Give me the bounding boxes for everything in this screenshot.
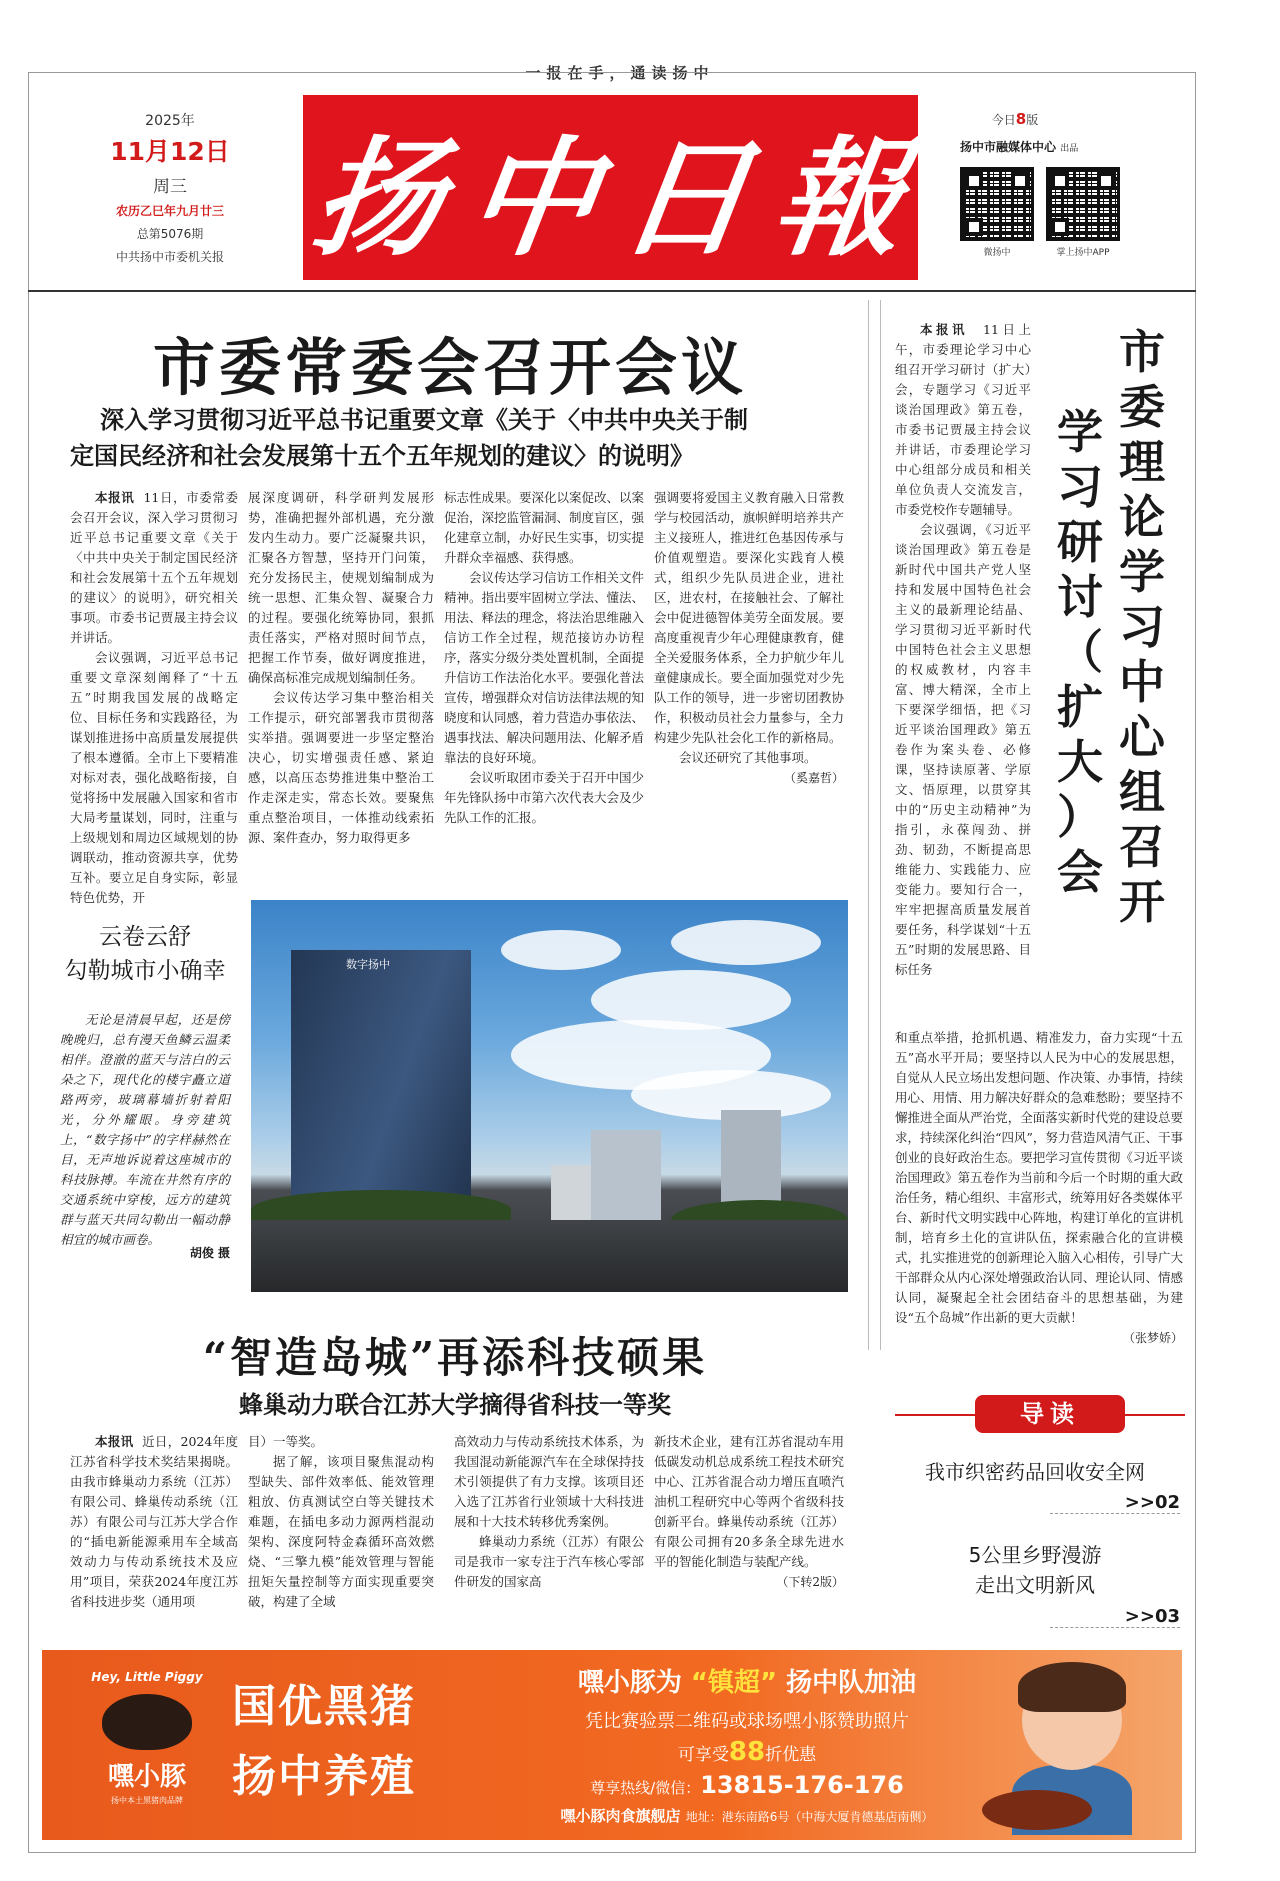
logo-char: 日 bbox=[611, 123, 761, 274]
logo-char: 中 bbox=[457, 123, 607, 274]
masthead-date: 11月12日 bbox=[110, 137, 230, 166]
right-story-column-bottom: 和重点举措，抢抓机遇、精准发力，奋力实现“十五五”高水平开局；要坚持以人民为中心的发展思想，自觉从人民立场出发想问题、作决策、办事情，持续用心、用情、用力解决好群众的急难愁盼；要坚持不懈推进全面从严治党，全面落实新时代党的建设总要求，持续深化纠治“四风”，努力营造风清气正、干事创业的良好政治生态。要把学习宣传贯彻《习近平谈治国理政》第五卷作为当前和今后一个时期的重大政治任务，精心组织、丰富形式，统筹用好各类媒体平台、新时代文明实践中心阵地，构建订单化的宣讲机制，培育乡土化的宣讲队伍，探索融合化的宣讲模式，扎实推进党的创新理论入脑入心相传，引导广大干部群众从内心深处增强政治认同、理论认同、情感认同，凝聚起全社会团结奋斗的思想基础，为建设“五个岛城”作出新的更大贡献！ （张梦娇） bbox=[895, 1028, 1183, 1348]
masthead-date-block bbox=[70, 110, 270, 265]
publisher: 扬中市融媒体中心 出品 bbox=[960, 140, 1079, 154]
dateline-tag: 本报讯 bbox=[920, 322, 969, 337]
second-column-2: 目）一等奖。 据了解，该项目聚焦混动构型缺失、部件效率低、能效管理粗放、仿真测试空白等关键技术难题，在插电多动力源两档混动架构、深度阿特金森循环高效燃烧、“三擎九模”能效管理与智能扭矩矢量控制等方面实现重要突破，构建了全域 bbox=[248, 1434, 434, 1609]
slogan-text: 一报在手，通读扬中 bbox=[525, 64, 715, 82]
lead-column-2: 展深度调研，科学研判发展形势，准确把握外部机遇，充分激发内生动力。要广泛凝聚共识，汇聚各方智慧，坚持开门问策，充分发扬民主，使规划编制成为统一思想、汇集众智、凝聚合力的过程。要强化统筹协同，狠抓责任落实，严格对照时间节点，把握工作节奏，做好调度推进，确保高标准完成规划编制任务。 会议传达学习集中整治相关工作提示，研究部署我市贯彻落实举措。强调要进一步坚定整治决心，切实增强责任感、紧迫感，以高压态势推进集中整治工作走深走实，常态长效。要聚焦重点整治项目，一体推动线索拓源、案件查办，努力取得更多 bbox=[248, 490, 434, 845]
dateline-tag: 本报讯 bbox=[95, 490, 135, 505]
ad-brand-logo bbox=[72, 1670, 222, 1806]
qr-code-weiyangzhong[interactable] bbox=[960, 167, 1034, 258]
building-sign: 数字扬中 bbox=[346, 958, 390, 971]
ad-brand-name: 嘿小豚 bbox=[107, 1762, 186, 1792]
masthead-weekday: 周三 bbox=[153, 177, 187, 197]
city-photo bbox=[251, 900, 848, 1292]
guide-page-ref[interactable]: >>02 bbox=[1050, 1492, 1180, 1514]
masthead-lunar-date: 农历乙巳年九月廿三 bbox=[115, 204, 224, 218]
guide-label: 导读 bbox=[975, 1395, 1125, 1433]
qr-code-icon bbox=[1046, 167, 1120, 241]
second-subheadline: 蜂巢动力联合江苏大学摘得省科技一等奖 bbox=[239, 1391, 671, 1419]
today-pages: 今日8版 bbox=[991, 110, 1039, 128]
qr-caption: 微扬中 bbox=[983, 248, 1011, 258]
second-column-4: 新技术企业，建有江苏省混动车用低碳发动机总成系统工程技术研究中心、江苏省混合动力增压直喷汽油机工程研究中心等两个省级科技创新平台。蜂巢传动系统（江苏）有限公司拥有20多条全球先进水平的智能化制造与装配产线。 （下转2版） bbox=[654, 1432, 844, 1592]
byline: （奚嘉哲） bbox=[783, 771, 844, 785]
qr-code-app[interactable] bbox=[1046, 167, 1120, 258]
masthead-divider bbox=[28, 290, 1196, 292]
pig-icon bbox=[102, 1694, 192, 1750]
masthead-issue: 总第5076期 bbox=[136, 227, 204, 241]
masthead-info-block bbox=[960, 110, 1180, 258]
column-divider bbox=[880, 300, 881, 1350]
second-headline[interactable]: “智造岛城”再添科技硕果 bbox=[202, 1333, 708, 1382]
ad-child-illustration bbox=[982, 1660, 1152, 1835]
byline: （张梦娇） bbox=[1122, 1331, 1183, 1345]
plate-icon bbox=[982, 1790, 1092, 1830]
lead-column-3: 标志性成果。要深化以案促改、以案促治，深挖监管漏洞、制度盲区，强化建章立制，办好民生实事，切实提升群众幸福感、获得感。 会议传达学习信访工作相关文件精神。指出要牢固树立学法、懂法、用法、释法的理念，将法治思维融入信访工作全过程，规范接访办访程序，落实分级分类处置机制，全面提升信访工作法治化水平。要强化普法宣传，增强群众对信访法律法规的知晓度和认同感，着力营造办事依法、遇事找法、解决问题用法、化解矛盾靠法的良好环境。 会议听取团市委关于召开中国少年先锋队扬中市第六次代表大会及少先队工作的汇报。 bbox=[444, 490, 645, 825]
ad-brand-slogan: 扬中本土黑猪肉品牌 bbox=[111, 1796, 183, 1805]
dateline-tag: 本报讯 bbox=[95, 1434, 134, 1449]
lead-column-4: 强调要将爱国主义教育融入日常教学与校园活动，旗帜鲜明培养共产主义接班人，推进红色基因传承与价值观塑造。要深化实践育人模式，组织少先队员进企业，进社区，进农村，在接触社会、了解社会中促进德智体美劳全面发展。要高度重视青少年心理健康教育，健全关爱服务体系，全力护航少年儿童健康成长。要全面加强党对少先队工作的领导，进一步密切团教协作，积极动员社会力量参与，全力构建少先队社会化工作的新格局。 会议还研究了其他事项。 （奚嘉哲） bbox=[654, 488, 844, 788]
photo-caption-title: 云卷云舒 勾勒城市小确幸 bbox=[64, 924, 226, 984]
right-headline-col2[interactable]: 学 习 研 讨 （ 扩 大 ） 会 bbox=[1057, 405, 1103, 899]
lead-column-1: 本报讯 11日，市委常委会召开会议，深入学习贯彻习近平总书记重要文章《关于〈中共中央关于制定国民经济和社会发展第十五个五年规划的建议〉的说明》，研究相关事项。市委书记贾晟主持会议并讲话。 会议强调，习近平总书记重要文章深刻阐释了“十五五”时期我国发展的战略定位、目标任务和实践路径，为谋划推进扬中高质量发展提供了根本遵循。全市上下要精准对标对表，强化战略衔接，自觉将扬中发展融入国家和省市大局考量谋划，同时，注重与上级规划和周边区域规划的协调联动，推动资源共享，优势互补。要立足自身实际，彰显特色优势，开 bbox=[70, 490, 238, 905]
advertisement-banner[interactable] bbox=[42, 1650, 1182, 1840]
guide-item-1[interactable]: 我市织密药品回收安全网 bbox=[925, 1460, 1145, 1484]
right-headline-col1[interactable]: 市 委 理 论 学 习 中 心 组 召 开 bbox=[1119, 325, 1165, 929]
right-story-column-top: 本报讯 11日上午，市委理论学习中心组召开学习研讨（扩大）会，专题学习《习近平谈治国理政》第五卷，市委书记贾晟主持会议并讲话，市委理论学习中心组部分成员和相关单位负责人交流发言，市委党校作专题辅导。 会议强调，《习近平谈治国理政》第五卷是新时代中国共产党人坚持和发展中国特色社会主义的最新理论结晶、学习贯彻习近平新时代中国特色社会主义思想的权威教材，内容丰富、博大精深，全市上下要深学细悟，把《习近平谈治国理政》第五卷作为案头卷、必修课，坚持读原著、学原文、悟原理，以贯穿其中的“历史主动精神”为指引，永葆闯劲、拼劲、韧劲，不断提高思维能力、实践能力、应变能力。要知行合一，牢牢把握高质量发展首要任务，科学谋划“十五五”时期的发展思路、目标任务 bbox=[895, 322, 1031, 977]
second-column-1: 本报讯 近日，2024年度江苏省科学技术奖结果揭晓。由我市蜂巢动力系统（江苏）有限公司、蜂巢传动系统（江苏）有限公司与江苏大学合作的“插电新能源乘用车全域高效动力与传动系统技术及应用”项目，荣获2024年度江苏省科技进步奖（通用项 bbox=[70, 1434, 238, 1609]
lead-subheadline: 深入学习贯彻习近平总书记重要文章《关于〈中共中央关于制 定国民经济和社会发展第十五个五年规划的建议〉的说明》 bbox=[70, 406, 748, 470]
continued-note: （下转2版） bbox=[776, 1575, 844, 1589]
lead-headline[interactable]: 市委常委会召开会议 bbox=[152, 331, 747, 404]
guide-page-ref[interactable]: >>03 bbox=[1050, 1606, 1180, 1628]
masthead-year: 2025年 bbox=[145, 113, 195, 129]
guide-item-2[interactable]: 5公里乡野漫游 走出文明新风 bbox=[968, 1543, 1102, 1597]
ad-headline: 国优黑猪 扬中养殖 bbox=[232, 1681, 416, 1802]
logo-char: 扬 bbox=[303, 123, 453, 274]
ad-phone: 13815-176-176 bbox=[700, 1771, 904, 1799]
photo-caption-body: 无论是清晨早起，还是傍晚晚归，总有漫天鱼鳞云温柔相伴。澄澈的蓝天与洁白的云朵之下，现代化的楼宇矗立道路两旁，玻璃幕墙折射着阳光，分外耀眼。身旁建筑上，“数字扬中”的字样赫然在目，无声地诉说着这座城市的科技脉搏。车流在井然有序的交通系统中穿梭，远方的建筑群与蓝天共同勾勒出一幅动静相宜的城市画卷。 bbox=[60, 1012, 230, 1247]
qr-caption: 掌上扬中APP bbox=[1056, 248, 1110, 258]
qr-code-icon bbox=[960, 167, 1034, 241]
photo-credit: 胡俊 摄 bbox=[189, 1246, 230, 1260]
ad-offer-text: 嘿小豚为 “镇超” 扬中队加油 凭比赛验票二维码或球场嘿小豚赞助照片 可享受88折优惠 尊享热线/微信：13815-176-176 嘿小豚肉食旗舰店 地址：港东南路6号（中海大厦肯德基店南侧） bbox=[560, 1668, 934, 1825]
masthead-org: 中共扬中市委机关报 bbox=[115, 250, 224, 264]
road bbox=[251, 1220, 848, 1292]
second-column-3: 高效动力与传动系统技术体系，为我国混动新能源汽车在全球保持技术引领提供了有力支撑。该项目还入选了江苏省行业领域十大科技进展和十大技术转移优秀案例。 蜂巢动力系统（江苏）有限公司是我市一家专注于汽车核心零部件研发的国家高 bbox=[454, 1434, 644, 1589]
logo-char: 報 bbox=[765, 123, 915, 274]
column-divider bbox=[868, 300, 869, 1350]
ad-brand-eng: Hey, Little Piggy bbox=[91, 1670, 203, 1684]
newspaper-logo bbox=[303, 95, 918, 280]
